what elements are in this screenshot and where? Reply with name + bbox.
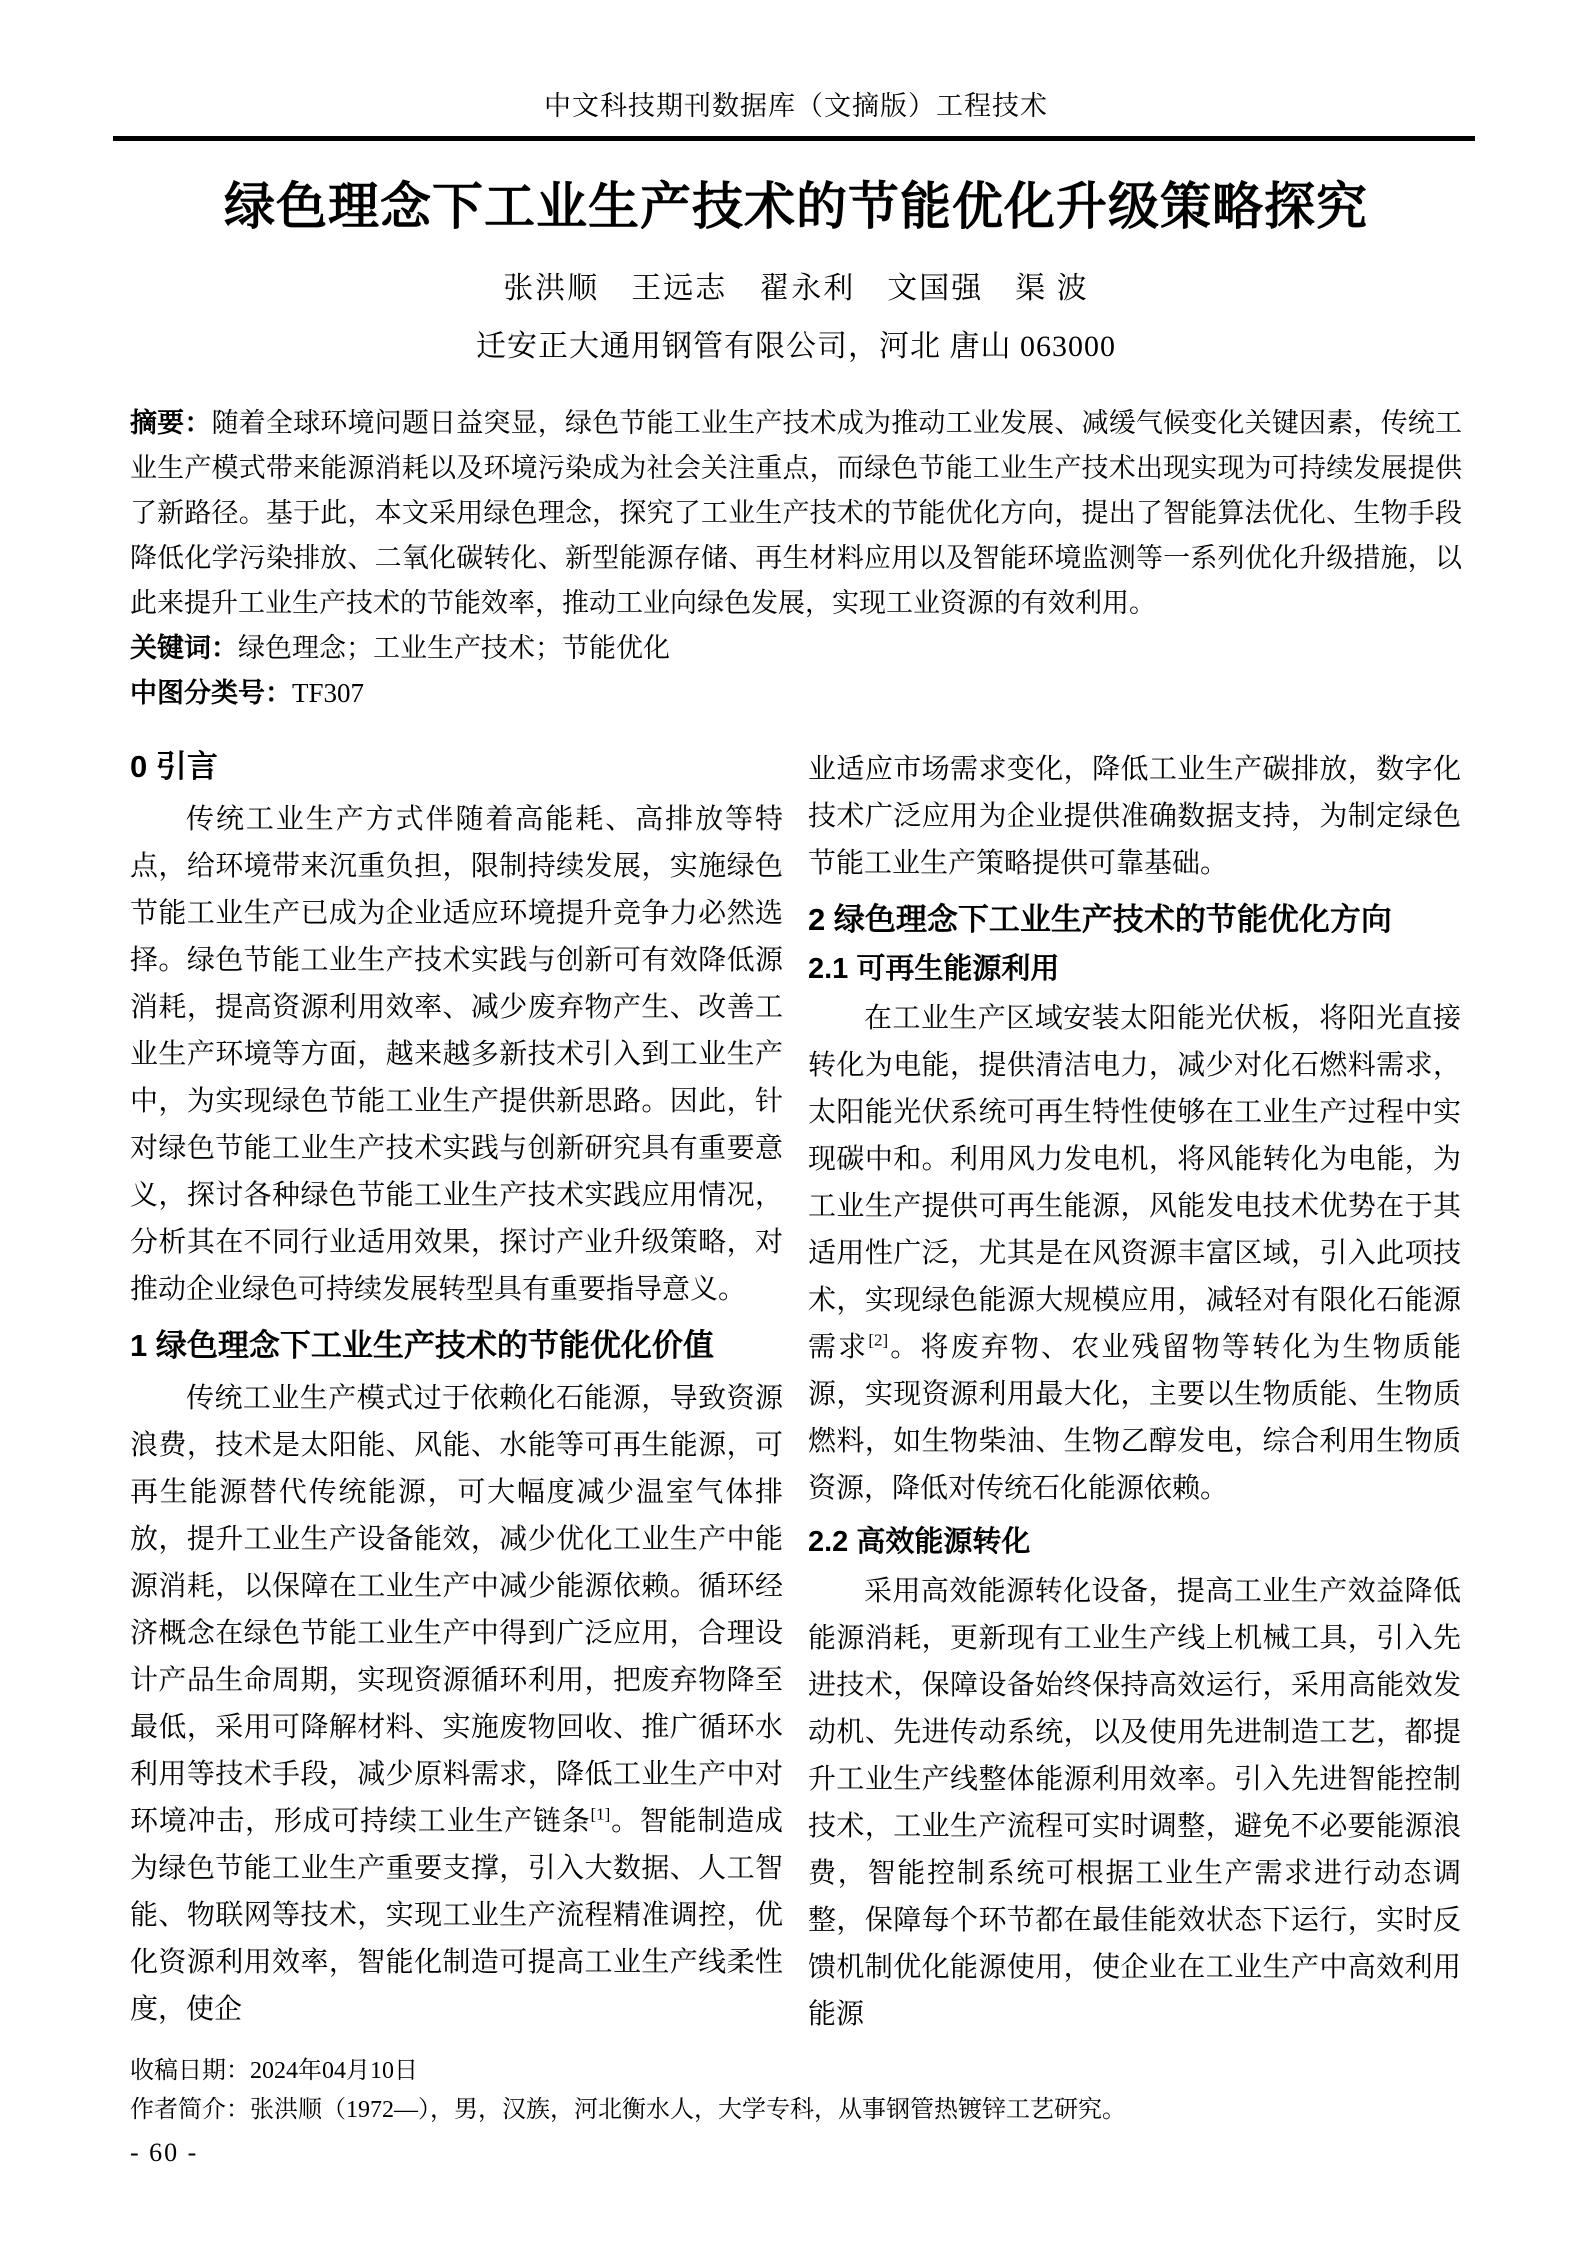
- subsection-heading-2-2: 2.2 高效能源转化: [808, 1526, 1031, 1558]
- author-bio-text: 张洪顺（1972—），男，汉族，河北衡水人，大学专科，从事钢管热镀锌工艺研究。: [250, 2097, 1126, 2123]
- citation-ref-2: [2]: [868, 1330, 889, 1350]
- footnote-block: [130, 2052, 1462, 2130]
- left-column: [130, 746, 783, 2038]
- continuation-paragraph: 业适应市场需求变化，降低工业生产碳排放，数字化技术广泛应用为企业提供准确数据支持，为制定绿色节能工业生产策略提供可靠基础。: [808, 754, 1461, 879]
- received-date-line: [130, 2052, 1462, 2091]
- keywords-line: [130, 626, 1462, 671]
- two-column-body: [130, 746, 1462, 2038]
- abstract-label: 摘要：: [130, 408, 212, 438]
- received-date-value: 2024年04月10日: [250, 2058, 418, 2084]
- section2-1-text-pre: 在工业生产区域安装太阳能光伏板，将阳光直接转化为电能，提供清洁电力，减少对化石燃料需求，太阳能光伏系统可再生特性使够在工业生产过程中实现碳中和。利用风力发电机，将风能转化为电能，为工业生产提供可再生能源，风能发电技术优势在于其适用性广泛，尤其是在风资源丰富区域，引入此项技术，实现绿色能源大规模应用，减轻对有限化石能源需求: [808, 1003, 1461, 1363]
- paper-title: 绿色理念下工业生产技术的节能优化升级策略探究: [223, 178, 1368, 235]
- section1-text-post: 。智能制造成为绿色节能工业生产重要支撑，引入大数据、人工智能、物联网等技术，实现工业生产流程精准调控，优化资源利用效率，智能化制造可提高工业生产线柔性度，使企: [130, 1806, 783, 2025]
- right-column: [808, 746, 1461, 2038]
- section-heading-2: 2 绿色理念下工业生产技术的节能优化方向: [808, 902, 1392, 937]
- section2-1-text-post: 。将废弃物、农业残留物等转化为生物质能源，实现资源利用最大化，主要以生物质能、生物质燃料，如生物柴油、生物乙醇发电，综合利用生物质资源，降低对传统石化能源依赖。: [808, 1332, 1461, 1504]
- received-date-label: 收稿日期：: [130, 2058, 250, 2084]
- section2-2-paragraph: 采用高效能源转化设备，提高工业生产效益降低能源消耗，更新现有工业生产线上机械工具，引入先进技术，保障设备始终保持高效运行，采用高能效发动机、先进传动系统，以及使用先进制造工艺，都提升工业生产线整体能源利用效率。引入先进智能控制技术，工业生产流程可实时调整，避免不必要能源浪费，智能控制系统可根据工业生产需求进行动态调整，保障每个环节都在最佳能效状态下运行，实时反馈机制优化能源使用，使企业在工业生产中高效利用能源: [808, 1576, 1461, 2030]
- clc-label: 中图分类号：: [130, 678, 292, 708]
- section-heading-1: 1 绿色理念下工业生产技术的节能优化价值: [130, 1328, 714, 1363]
- author-bio-label: 作者简介：: [130, 2097, 250, 2123]
- section1-paragraph: [130, 1375, 783, 2033]
- author-affiliation: 迁安正大通用钢管有限公司，河北 唐山 063000: [476, 330, 1116, 363]
- citation-ref-1: [1]: [590, 1804, 611, 1824]
- author-list: 张洪顺 王远志 翟永利 文国强 渠 波: [503, 272, 1089, 305]
- section2-1-paragraph: [808, 995, 1461, 1512]
- keywords-text: 绿色理念；工业生产技术；节能优化: [238, 633, 670, 663]
- abstract-text: 随着全球环境问题日益突显，绿色节能工业生产技术成为推动工业发展、减缓气候变化关键因素，传统工业生产模式带来能源消耗以及环境污染成为社会关注重点，而绿色节能工业生产技术出现实现为可持续发展提供了新路径。基于此，本文采用绿色理念，探究了工业生产技术的节能优化方向，提出了智能算法优化、生物手段降低化学污染排放、二氧化碳转化、新型能源存储、再生材料应用以及智能环境监测等一系列优化升级措施，以此来提升工业生产技术的节能效率，推动工业向绿色发展，实现工业资源的有效利用。: [130, 408, 1462, 618]
- clc-line: [130, 671, 1462, 716]
- page-number: - 60 -: [130, 2138, 199, 2167]
- author-bio-line: [130, 2091, 1462, 2130]
- journal-name: 中文科技期刊数据库（文摘版）工程技术: [544, 91, 1048, 121]
- subsection-heading-2-1: 2.1 可再生能源利用: [808, 953, 1060, 985]
- clc-code: TF307: [292, 678, 365, 708]
- section1-text-pre: 传统工业生产模式过于依赖化石能源，导致资源浪费，技术是太阳能、风能、水能等可再生能源，可再生能源替代传统能源，可大幅度减少温室气体排放，提升工业生产设备能效，减少优化工业生产中能源消耗，以保障在工业生产中减少能源依赖。循环经济概念在绿色节能工业生产中得到广泛应用，合理设计产品生命周期，实现资源循环利用，把废弃物降至最低，采用可降解材料、实施废物回收、推广循环水利用等技术手段，减少原料需求，降低工业生产中对环境冲击，形成可持续工业生产链条: [130, 1383, 783, 1837]
- abstract-paragraph: [130, 401, 1462, 626]
- header-divider: [113, 136, 1475, 141]
- keywords-label: 关键词：: [130, 633, 238, 663]
- abstract-block: [130, 401, 1462, 716]
- intro-paragraph: 传统工业生产方式伴随着高能耗、高排放等特点，给环境带来沉重负担，限制持续发展，实施绿色节能工业生产已成为企业适应环境提升竞争力必然选择。绿色节能工业生产技术实践与创新可有效降低源消耗，提高资源利用效率、减少废弃物产生、改善工业生产环境等方面，越来越多新技术引入到工业生产中，为实现绿色节能工业生产提供新思路。因此，针对绿色节能工业生产技术实践与创新研究具有重要意义，探讨各种绿色节能工业生产技术实践应用情况，分析其在不同行业适用效果，探讨产业升级策略，对推动企业绿色可持续发展转型具有重要指导意义。: [130, 804, 783, 1305]
- section-heading-0: 0 引言: [130, 749, 218, 784]
